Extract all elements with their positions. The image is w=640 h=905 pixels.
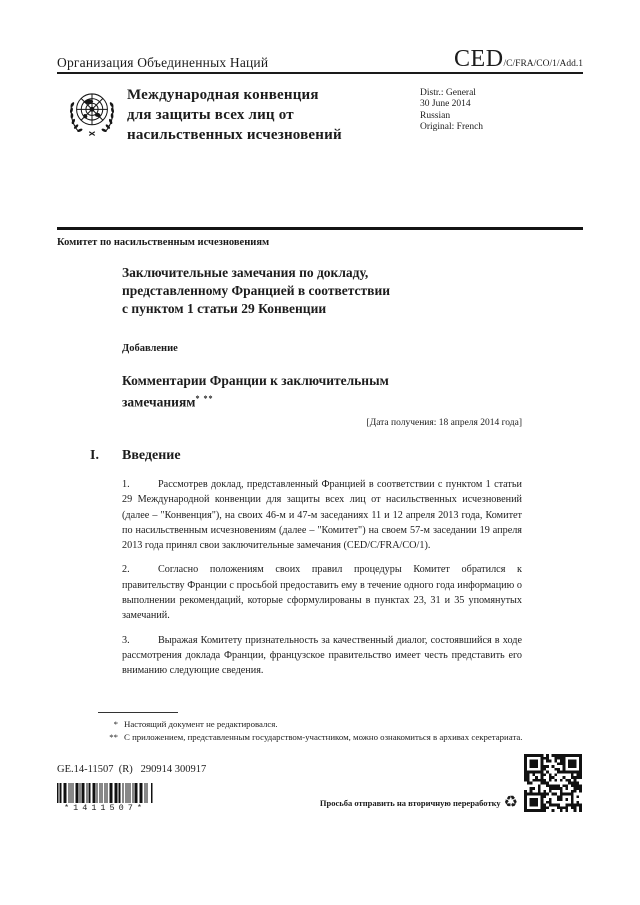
document-title	[122, 264, 390, 318]
paragraph-2-text: Согласно положениям своих правил процедуры Комитет обратился к правительству Франции с просьбой предоставить ему в течение одного года информацию о выполнении рекомендаций, которые сформулированы в пунктах 23, 31 и 35 упомянутых замечаний.	[122, 564, 522, 622]
convention-title	[127, 85, 342, 145]
footnote-1-text: Настоящий документ не редактировался.	[124, 719, 278, 729]
footnote-2	[98, 731, 530, 744]
document-symbol-suffix: /C/FRA/CO/1/Add.1	[503, 59, 583, 69]
header-rule	[57, 72, 583, 74]
footnotes	[98, 718, 530, 743]
distr-date: 30 June 2014	[420, 99, 471, 110]
paragraph-2-number: 2.	[122, 564, 130, 576]
paragraph-3-text: Выражая Комитету признательность за качественный диалог, состоявшийся в ходе рассмотрения доклада Франции, французское правительство имеет честь представить его вниманию следующие сведения.	[122, 634, 522, 677]
section-heading-introduction	[90, 448, 181, 464]
section-number: I.	[90, 448, 99, 463]
subtitle-line1: Комментарии Франции к заключительным	[122, 373, 389, 388]
section-title: Введение	[122, 448, 181, 463]
date-received: [Дата получения: 18 апреля 2014 года]	[366, 418, 522, 428]
distr-type: Distr.: General	[420, 88, 476, 98]
recycle-notice	[320, 795, 518, 811]
distribution-block	[420, 88, 483, 134]
document-title-line1: Заключительные замечания по докладу,	[122, 265, 369, 280]
document-symbol-main: CED	[454, 46, 504, 72]
addendum-label: Добавление	[122, 343, 178, 354]
convention-title-line1: Международная конвенция	[127, 87, 319, 103]
footnote-2-mark: **	[109, 731, 118, 742]
subtitle-line2-wrap	[122, 390, 389, 412]
document-title-line3: с пунктом 1 статьи 29 Конвенции	[122, 301, 327, 316]
paragraph-1-text: Рассмотрев доклад, представленный Францией в соответствии с пунктом 1 статьи 29 Международной конвенции для защиты всех лиц от насильственных исчезновений (далее – "Конвенция"), на своих 46-м и 47-м заседаниях 11 и 12 апреля 2013 года, Комитет по насильственным исчезновениям (далее – "Комитет") на своем 57-м заседании 19 апреля 2013 года принял свои заключительные замечания (CED/C/FRA/CO/1).	[122, 479, 522, 552]
barcode	[57, 783, 153, 803]
footnote-1-mark: *	[113, 719, 118, 729]
paragraph-1-number: 1.	[122, 479, 130, 490]
ge-document-number: GE.14-11507 (R) 290914 300917	[57, 764, 207, 775]
paragraph-3	[122, 633, 522, 679]
footnote-2-text: С приложением, представленным государством-участником, можно ознакомиться в архивах секретариата.	[124, 731, 523, 742]
convention-title-line2: для защиты всех лиц от	[127, 107, 294, 123]
distr-original: Original: French	[420, 122, 484, 133]
un-emblem-logo	[64, 86, 120, 142]
distr-language: Russian	[420, 110, 451, 121]
masthead-rule	[57, 227, 583, 230]
subtitle-line2: замечаниям	[122, 394, 196, 410]
subtitle-footnote-marks: * **	[195, 394, 214, 403]
introduction-body	[122, 477, 522, 688]
footnote-rule	[98, 712, 178, 713]
recycle-text: Просьба отправить на вторичную переработку	[319, 798, 501, 808]
barcode-text: *1411507*	[64, 803, 146, 813]
paragraph-3-number: 3.	[122, 634, 130, 646]
document-symbol	[454, 46, 583, 73]
document-subtitle	[122, 372, 389, 412]
committee-name: Комитет по насильственным исчезновениям	[57, 237, 270, 248]
convention-title-line3: насильственных исчезновений	[127, 127, 342, 143]
footnote-1	[98, 718, 530, 731]
recycle-icon: ♻	[503, 794, 518, 811]
qr-code	[524, 754, 582, 812]
org-name: Организация Объединенных Наций	[57, 55, 269, 70]
paragraph-1	[122, 477, 522, 553]
document-title-line2: представленному Францией в соответствии	[122, 283, 391, 298]
paragraph-2	[122, 562, 522, 623]
